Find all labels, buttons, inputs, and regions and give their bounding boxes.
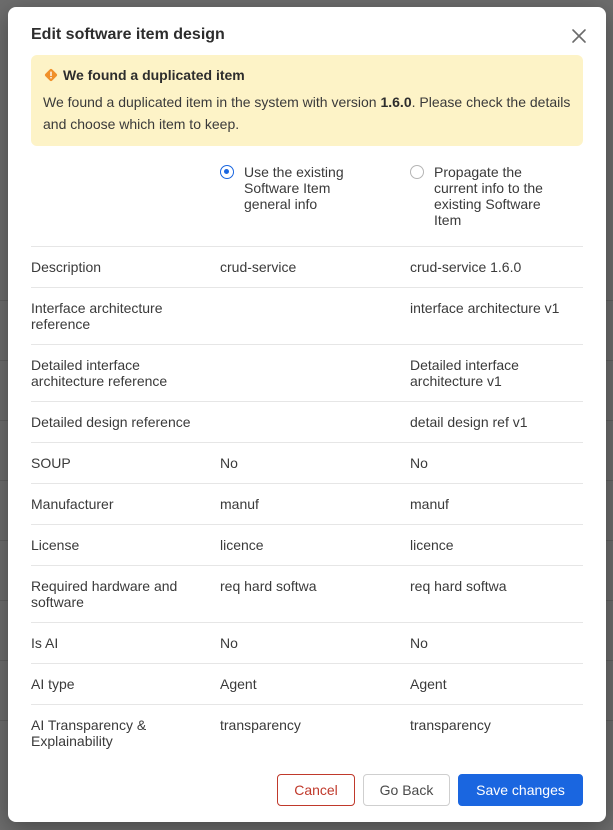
existing-value: crud-service: [220, 259, 297, 275]
table-row: [31, 246, 583, 287]
option-propagate-current-label: Propagate the current info to the existing Software Item: [434, 164, 543, 228]
edit-software-item-dialog: [8, 7, 606, 822]
existing-value: req hard softwa: [220, 578, 317, 594]
current-value: Agent: [410, 676, 447, 692]
alert-title: We found a duplicated item: [63, 67, 245, 83]
existing-value: manuf: [220, 496, 259, 512]
existing-value: No: [220, 635, 238, 651]
warning-diamond-icon: [44, 68, 58, 82]
current-value: detail design ref v1: [410, 414, 528, 430]
row-label: License: [31, 537, 80, 553]
table-row: [31, 401, 583, 442]
row-label: Detailed design reference: [31, 414, 191, 430]
table-row: [31, 344, 583, 401]
row-label: AI type: [31, 676, 75, 692]
current-value: No: [410, 635, 428, 651]
close-icon: [570, 27, 588, 45]
duplicate-warning-alert: [31, 55, 583, 146]
current-value: crud-service 1.6.0: [410, 259, 522, 275]
radio-checked-icon[interactable]: [220, 165, 234, 179]
current-value: interface architecture v1: [410, 300, 560, 316]
table-row: [31, 622, 583, 663]
table-row: [31, 483, 583, 524]
table-row: [31, 704, 583, 761]
row-label: AI Transparency & Explainability: [31, 717, 147, 749]
existing-value: transparency: [220, 717, 301, 733]
table-row: [31, 442, 583, 483]
existing-value: Agent: [220, 676, 257, 692]
cancel-button[interactable]: Cancel: [277, 774, 355, 806]
alert-message-prefix: We found a duplicated item in the system with version: [43, 94, 381, 110]
table-row: [31, 287, 583, 344]
current-value: Detailed interface architecture v1: [410, 357, 519, 389]
current-value: licence: [410, 537, 454, 553]
existing-value: No: [220, 455, 238, 471]
existing-value: licence: [220, 537, 264, 553]
alert-message-suffix: . Please check the details and choose which item to keep.: [43, 94, 571, 132]
current-value: req hard softwa: [410, 578, 507, 594]
table-row: [31, 524, 583, 565]
comparison-table: [31, 246, 583, 761]
option-use-existing-label: Use the existing Software Item general info: [244, 164, 344, 212]
row-label: SOUP: [31, 455, 71, 471]
save-changes-button[interactable]: Save changes: [458, 774, 583, 806]
table-row: [31, 565, 583, 622]
alert-version: 1.6.0: [380, 94, 412, 110]
table-row: [31, 663, 583, 704]
radio-unchecked-icon[interactable]: [410, 165, 424, 179]
current-value: transparency: [410, 717, 491, 733]
row-label: Detailed interface architecture reference: [31, 357, 168, 389]
current-value: manuf: [410, 496, 449, 512]
current-value: No: [410, 455, 428, 471]
alert-message: [43, 91, 573, 135]
row-label: Description: [31, 259, 102, 275]
close-button[interactable]: [570, 27, 588, 45]
row-label: Required hardware and software: [31, 578, 178, 610]
row-label: Manufacturer: [31, 496, 114, 512]
row-label: Is AI: [31, 635, 59, 651]
row-label: Interface architecture reference: [31, 300, 163, 332]
dialog-title: Edit software item design: [31, 26, 225, 43]
go-back-button[interactable]: Go Back: [363, 774, 450, 806]
